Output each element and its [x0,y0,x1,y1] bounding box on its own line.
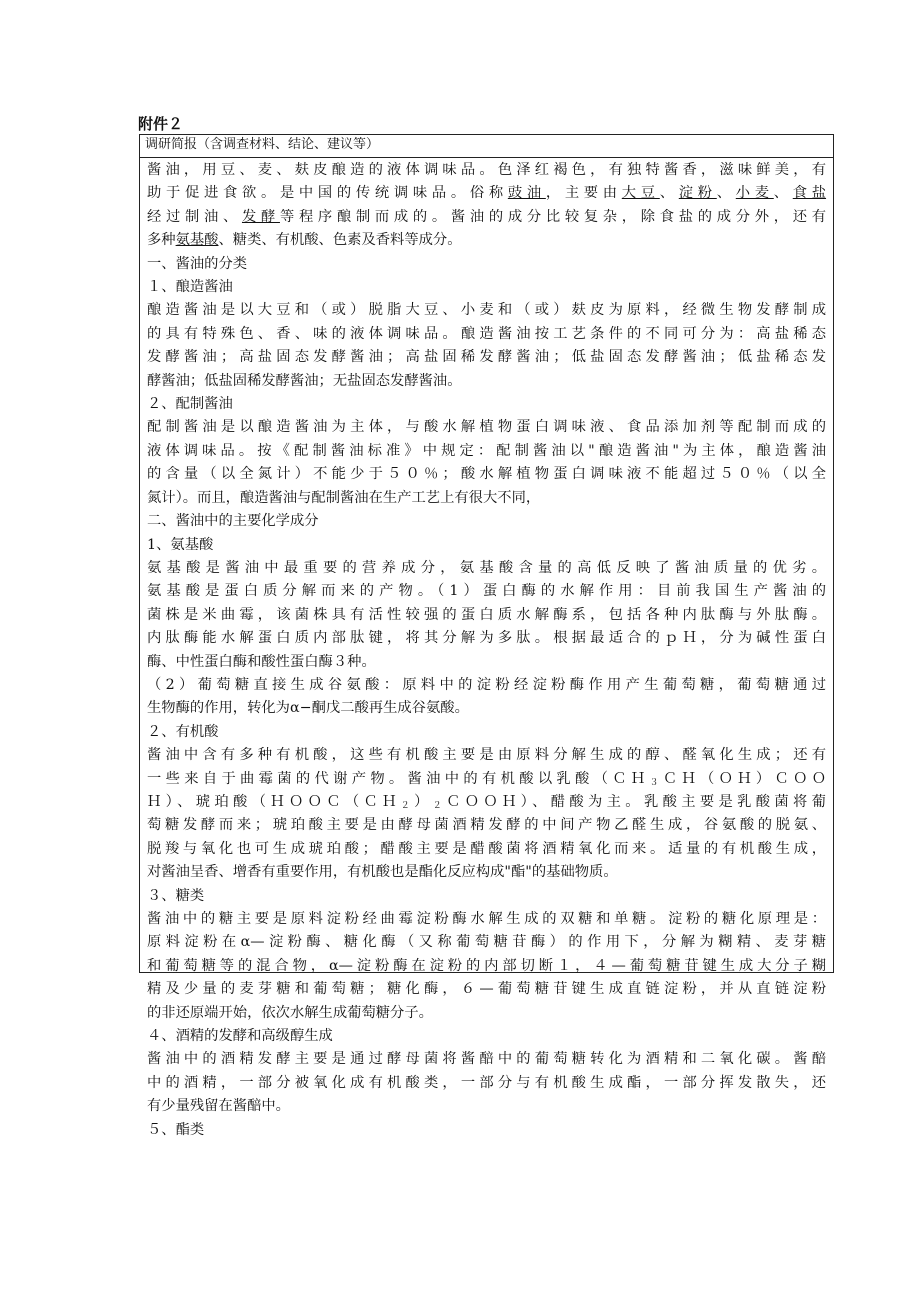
link-douchi[interactable]: 豉油 [507,185,546,202]
text-line: 对酱油呈香、增香有重要作用，有机酸也是酯化反应构成"酯"的基础物质。 [147,864,618,881]
text-line: 酱油中含有多种有机酸，这些有机酸主要是由原料分解生成的醇、醛氧化生成；还有 [147,747,826,764]
report-table [139,134,834,1138]
section-heading: 二、酱油中的主要化学成分 [147,513,319,530]
link-soybean[interactable]: 大豆 [621,185,660,202]
text-line: 酿造酱油是以大豆和（或）脱脂大豆、小麦和（或）麸皮为原料，经微生物发酵制成 [147,302,826,319]
report-body [147,159,826,1142]
text-line: 萄糖发酵而来；琥珀酸主要是由酵母菌酒精发酵的中间产物乙醛生成，谷氨酸的脱氨、 [147,817,826,834]
text-line: Ｈ）、琥珀酸$(HOOC(CH_2)_2COOH)$、醋酸为主。乳酸主要是乳酸菌将葡 [147,793,826,811]
subsection-heading: ５、酯类 [147,1121,205,1138]
subsection-heading: ２、有机酸 [147,723,219,740]
text-line: 配制酱油是以酿造酱油为主体，与酸水解植物蛋白调味液、食品添加剂等配制而成的 [147,419,826,436]
text-line: 助于促进食欲。是中国的传统调味品。俗称豉油，主要由大豆、淀粉、小麦、食盐 [147,185,827,202]
text-line: 液体调味品。按《配制酱油标准》中规定：配制酱油以"酿造酱油"为主体，酿造酱油 [147,442,826,459]
text-line: 一些来自于曲霉菌的代谢产物。酱油中的有机酸以乳酸（ＣＨ$_3$ＣＨ（ＯＨ）ＣＯＯ [147,770,827,788]
text-line: 酶、中性蛋白酶和酸性蛋白酶３种。 [147,653,376,670]
text-line: 菌株是米曲霉，该菌株具有活性较强的蛋白质水解酶系，包括各种内肽酶与外肽酶。 [147,606,826,623]
link-amino-acid[interactable]: 氨基酸 [175,232,219,249]
subsection-heading: 1、氨基酸 [147,536,214,553]
text-line: 精及少量的麦芽糖和葡萄糖；糖化酶，６—葡萄糖苷键生成直链淀粉，并从直链淀粉 [147,981,826,998]
link-wheat[interactable]: 小麦 [735,185,774,202]
text-line: 酵酱油；低盐固稀发酵酱油；无盐固态发酵酱油。 [147,372,462,389]
text-line: （2）葡萄糖直接生成谷氨酸：原料中的淀粉经淀粉酶作用产生葡萄糖，葡萄糖通过 [147,676,826,693]
text-line: 的含量（以全氮计）不能少于５０％；酸水解植物蛋白调味液不能超过５０％（以全 [147,466,826,483]
link-salt[interactable]: 食盐 [792,185,827,202]
text-line: 有少量残留在酱醅中。 [147,1098,290,1115]
text-line: 原料淀粉在α—淀粉酶、糖化酶（又称葡萄糖苷酶）的作用下，分解为糊精、麦芽糖 [147,934,826,951]
text-line: 多种氨基酸、糖类、有机酸、色素及香料等成分。 [147,232,462,249]
table-caption: 调研简报（含调查材料、结论、建议等） [140,135,833,158]
text-line: 氨基酸是酱油中最重要的营养成分，氨基酸含量的高低反映了酱油质量的优劣。 [147,559,826,576]
text-line: 的具有特殊色、香、味的液体调味品。酿造酱油按工艺条件的不同可分为：高盐稀态 [147,325,826,342]
attachment-label: 附件２ [138,115,184,133]
link-fermentation[interactable]: 发酵 [241,208,280,225]
text-line: 脱羧与氧化也可生成琥珀酸；醋酸主要是醋酸菌将酒精氧化而来。适量的有机酸生成， [147,840,826,857]
text-line: 氮计）。而且，酿造酱油与配制酱油在生产工艺上有很大不同， [147,489,541,506]
text-line: 经过制油、发酵等程序酿制而成的。酱油的成分比较复杂，除食盐的成分外，还有 [147,208,827,225]
subsection-heading: ３、糖类 [147,887,205,904]
subsection-heading: ２、配制酱油 [147,396,233,413]
text-line: 和葡萄糖等的混合物，α—淀粉酶在淀粉的内部切断１，４—葡萄糖苷键生成大分子糊 [147,957,826,974]
text-line: 酱油中的糖主要是原料淀粉经曲霉淀粉酶水解生成的双糖和单糖。淀粉的糖化原理是： [147,911,826,927]
text-line: 酱油中的酒精发酵主要是通过酵母菌将酱醅中的葡萄糖转化为酒精和二氧化碳。酱醅 [147,1051,826,1068]
text-line: 中的酒精，一部分被氧化成有机酸类，一部分与有机酸生成酯，一部分挥发散失，还 [147,1074,826,1091]
subsection-heading: １、酿造酱油 [147,279,233,296]
text-line: 氨基酸是蛋白质分解而来的产物。（1）蛋白酶的水解作用：目前我国生产酱油的 [147,583,826,600]
text-line: 发酵酱油；高盐固态发酵酱油；高盐固稀发酵酱油；低盐固态发酵酱油；低盐稀态发 [147,349,826,366]
text-line: 酱油，用豆、麦、麸皮酿造的液体调味品。色泽红褐色，有独特酱香，滋味鲜美，有 [147,162,826,178]
link-starch[interactable]: 淀粉 [678,185,717,202]
section-heading: 一、酱油的分类 [147,255,248,272]
subsection-heading: ４、酒精的发酵和高级醇生成 [147,1028,333,1045]
text-line: 的非还原端开始，依次水解生成葡萄糖分子。 [147,1004,433,1021]
intro-paragraph [147,159,826,253]
text-line: 内肽酶能水解蛋白质内部肽键，将其分解为多肽。根据最适合的ｐＨ，分为碱性蛋白 [147,630,826,647]
text-line: 生物酶的作用，转化为α−酮戊二酸再生成谷氨酸。 [147,700,469,717]
